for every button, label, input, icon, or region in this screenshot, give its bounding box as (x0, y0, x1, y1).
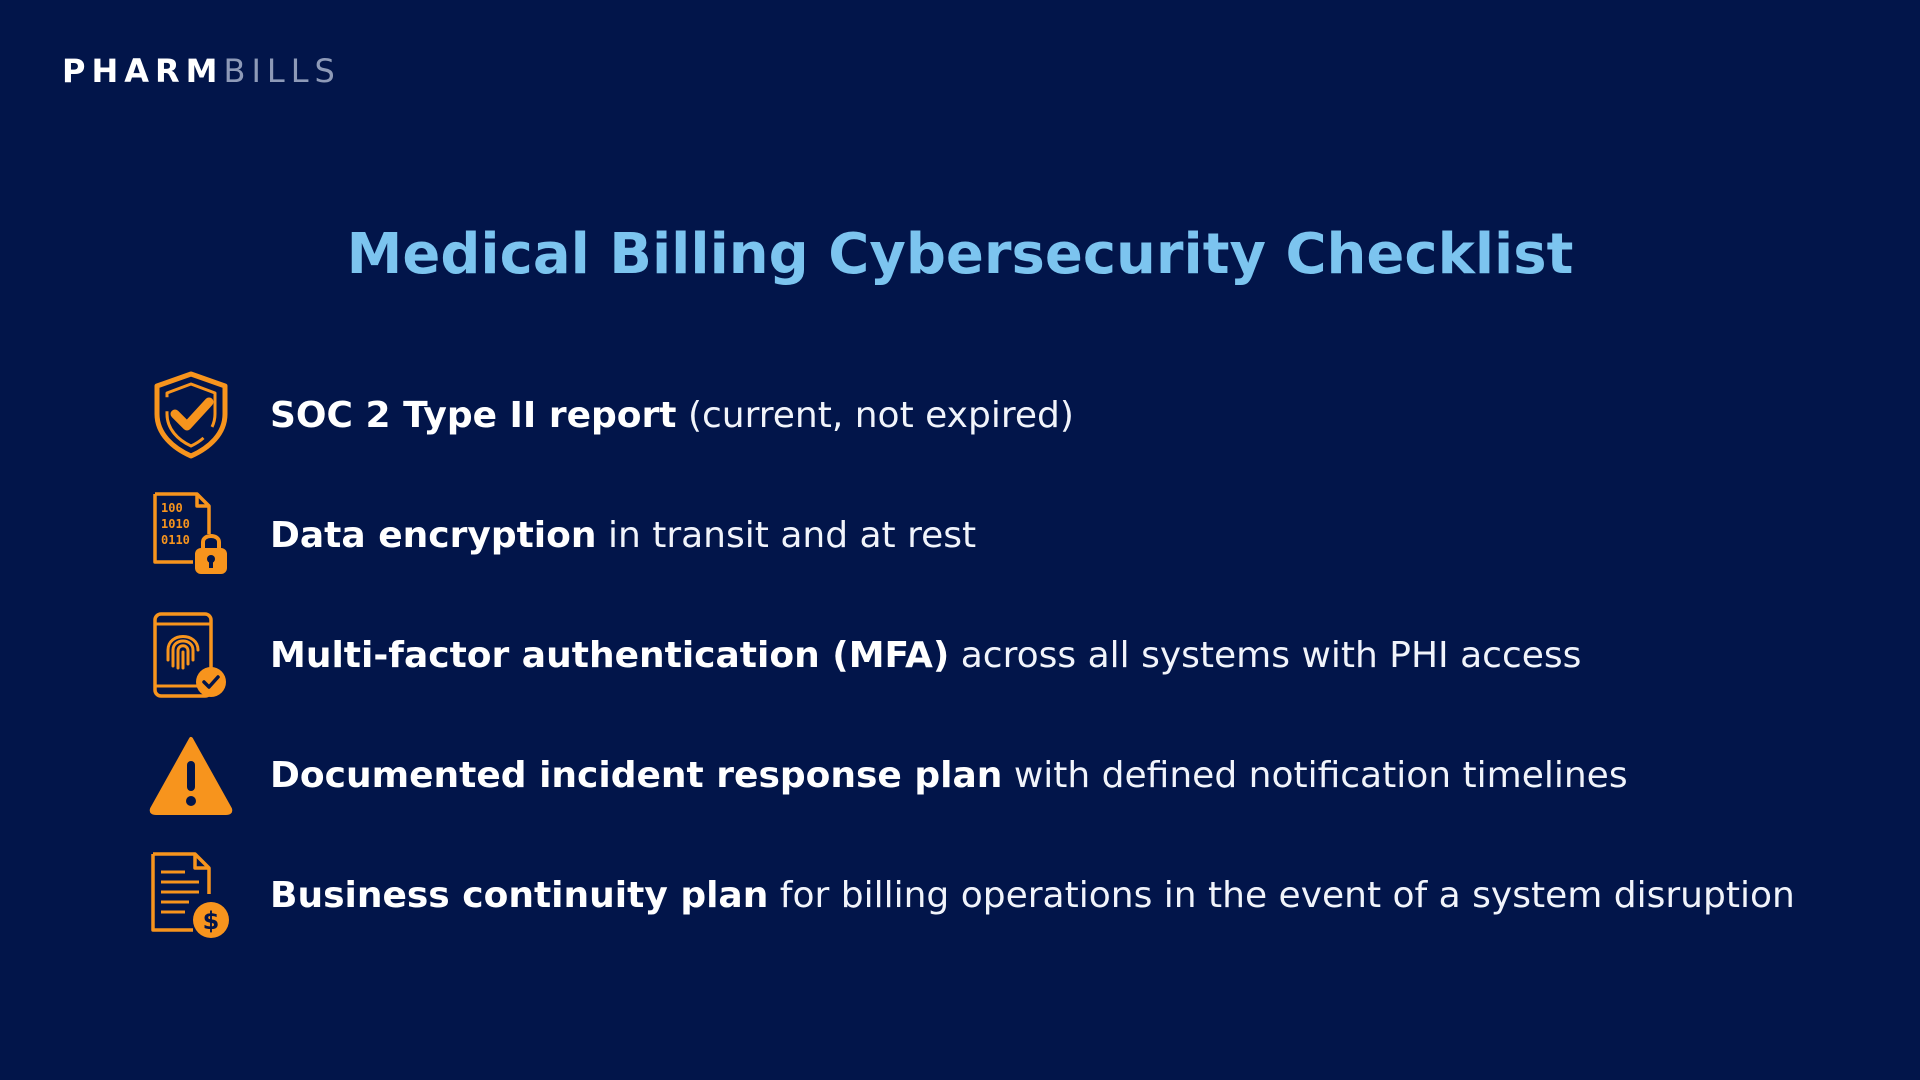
checklist-item-bold: Multi-factor authentication (MFA) (270, 634, 950, 676)
svg-text:0110: 0110 (161, 533, 190, 547)
page-title: Medical Billing Cybersecurity Checklist (346, 222, 1574, 287)
checklist-item-bold: Documented incident response plan (270, 754, 1003, 796)
checklist-item (146, 475, 1896, 595)
checklist-item (146, 835, 1896, 955)
checklist-item-text (270, 395, 1074, 436)
checklist-item-rest: across all systems with PHI access (949, 634, 1582, 676)
checklist-item-text (270, 755, 1628, 796)
checklist-item (146, 595, 1896, 715)
binary-document-lock-icon (146, 490, 236, 580)
checklist-item-text (270, 515, 976, 556)
brand-logo-part1: PHARM (62, 52, 224, 90)
checklist-item (146, 715, 1896, 835)
checklist-item (146, 355, 1896, 475)
shield-check-icon (146, 370, 236, 460)
checklist (146, 355, 1896, 955)
svg-text:1010: 1010 (161, 517, 190, 531)
checklist-item-rest: (current, not expired) (676, 394, 1074, 436)
checklist-item-bold: Data encryption (270, 514, 597, 556)
checklist-item-rest: with defined notification timelines (1002, 754, 1628, 796)
phone-fingerprint-check-icon (146, 610, 236, 700)
checklist-item-rest: in transit and at rest (596, 514, 977, 556)
warning-triangle-icon (146, 730, 236, 820)
checklist-item-bold: Business continuity plan (270, 874, 769, 916)
checklist-item-bold: SOC 2 Type II report (270, 394, 677, 436)
checklist-item-rest: for billing operations in the event of a system disruption (768, 874, 1795, 916)
svg-text:$: $ (202, 907, 220, 935)
document-dollar-icon (146, 850, 236, 940)
checklist-item-text (270, 875, 1795, 916)
checklist-item-text (270, 635, 1581, 676)
svg-text:100: 100 (161, 501, 183, 515)
brand-logo (62, 52, 341, 90)
brand-logo-part2: BILLS (223, 52, 341, 90)
